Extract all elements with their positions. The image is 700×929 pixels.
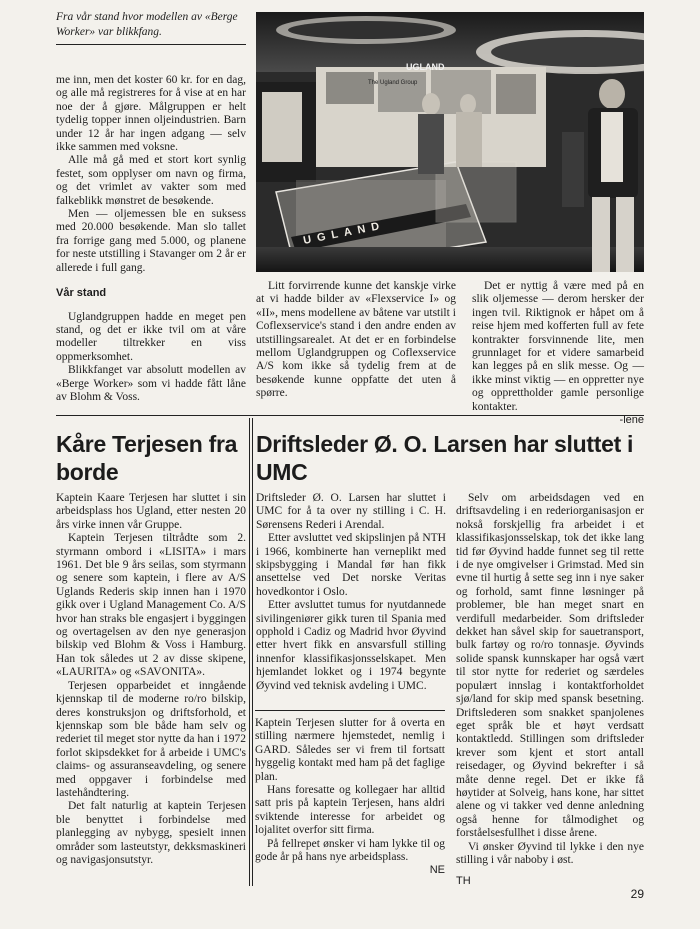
headline-terjesen: Kåre Terjesen fra borde	[56, 431, 238, 485]
article-larsen-column-2	[456, 492, 644, 889]
top-article-column-3	[472, 280, 644, 427]
page-number: 29	[630, 887, 644, 901]
column-divider	[252, 418, 253, 886]
top-article-column-2	[256, 280, 456, 401]
top-article-column-1	[56, 74, 246, 404]
signature: TH	[456, 875, 471, 888]
stand-sign-ugland: UGLAND	[406, 62, 445, 72]
paragraph: Kaptein Terjesen tiltrådte som 2. styrmann ombord i «LISITA» i mars 1961. Det ble 9 års seilas, som styrmann og senere som kaptein, i flere av A/S Uglands Rederis skip innen han i 1970 gikk over i Ugland Management Co. A/S hvor han straks ble engasjert i byggingen og overtagelsen av den nye generasjon bilskip ved Blohm & Voss i Hamburg. Han tok således ut 2 av disse skipene, «LAURITA» og «SAVONITA».	[56, 532, 246, 679]
display-case-label: UGLAND	[302, 219, 387, 247]
paragraph: me inn, men det koster 60 kr. for en dag, og alle må registreres for å vise at en har noe der å gjøre. Målgruppen er helt tydelig topper innen oljeindustrien. Barn under 12 år har ingen adgang — selv ikke sammen med voksne.	[56, 74, 246, 154]
paragraph: Selv om arbeidsdagen ved en driftsavdeling i en rederiorganisasjon er nokså forskjellig fra arbeidet i et klassifikasjonsselskap, tok det ikke lang tid før Øyvind hadde funnet seg til rette i de nye omgivelser i Grimstad. Med sin evne til hurtig å sette seg inn i nye saker og forhold, samt finne løsninger på problemer, ble han meget snart en verdifull medarbeider. Som driftsleder dekket han såvel skip for sauetransport, bulk fartøy og ro/ro tonnasje. Øyvinds solide spansk kunnskaper har også vært til stor nytte for rederiet og særdeles populært innslag i kontaktforholdet sjø/land for skip med spansk besetning. Driftslederen som snakket spanjolenes eget språk ble et høyt verdsatt kontaktledd. Stillingen som driftsleder krever som kjent et stort antall reisedager, og Øyvind bekrefter i så måte denne regel. Det er ikke få høytider at Solveig, hans kone, har sittet alene og vi takker ved denne anledning også henne for tålmodighet og forståelsesfullhet i disse årene.	[456, 492, 644, 840]
column-divider	[249, 418, 250, 886]
paragraph: Uglandgruppen hadde en meget pen stand, og det er ikke tvil om at våre modeller tiltrekker en viss oppmerksomhet.	[56, 310, 246, 363]
stand-sign-group: The Ugland Group	[368, 80, 418, 86]
paragraph: Men — oljemessen ble en suksess med 20.000 besøkende. Man slo tallet fra forrige gang med 5.000, og planene for neste utstilling i Stavanger om 2 år er allerede i full gang.	[56, 208, 246, 274]
paragraph: Kaptein Terjesen slutter for å overta en stilling nærmere hjemstedet, nemlig i GARD. Således ser vi frem til fortsatt hyggelig kontakt med ham på det faglige plan.	[255, 717, 445, 783]
paragraph: Litt forvirrende kunne det kanskje virke at vi hadde bilder av «Flexservice I» og «II», mens modellene av båtene var utstilt i Coflexservice's stand i den andre enden av utstillingsarealet. At det er en forbindelse mellom Uglandgruppen og Coflexservice A/S kom ikke så tydelig frem at de besøkende kunne oppfatte det uten å spørre.	[256, 280, 456, 400]
paragraph: På fellrepet ønsker vi ham lykke til og gode år på hans nye arbeidsplass.	[255, 837, 445, 864]
section-divider	[56, 415, 644, 416]
subheading: Vår stand	[56, 287, 107, 300]
headline-larsen: Driftsleder Ø. O. Larsen har sluttet i UMC	[256, 431, 634, 485]
paragraph: Blikkfanget var absolutt modellen av «Berge Worker» som vi hadde fått låne av Blohm & Voss.	[56, 364, 246, 403]
paragraph: Terjesen opparbeidet et inngående kjennskap til de moderne ro/ro bilskip, deres konstruksjon og driftsforhold, et kjennskap som ble både ham selv og rederiet til meget stor nytte da han i 1972 forlot skipsdekket for å arbeide i UMC's claims- og assuranseavdeling, og senere med oppgaver i forbindelse med lastehåndtering.	[56, 679, 246, 799]
signature: -lene	[619, 414, 644, 427]
paragraph: Vi ønsker Øyvind til lykke i den nye stilling i vår naboby i øst.	[456, 840, 644, 866]
boxed-note	[255, 710, 445, 878]
paragraph: Kaptein Kaare Terjesen har sluttet i sin arbeidsplass hos Ugland, etter nesten 20 års virke innen vår Gruppe.	[56, 492, 246, 531]
paragraph: Etter avsluttet ved skipslinjen på NTH i 1966, kombinerte han verneplikt med skipsbygging i Mandal før han fikk ansettelse ved Det norske Veritas hovedkontor i Oslo.	[256, 532, 446, 598]
paragraph: Det falt naturlig at kaptein Terjesen ble benyttet i forbindelse med planlegging av nybygg, spesielt innen områder som lasteutstyr, dekksmaskineri og navigasjonsutstyr.	[56, 800, 246, 866]
paragraph: Etter avsluttet tumus for nyutdannede sivilingeniører gikk turen til Spania med opphold i Cadiz og Madrid hvor Øyvind etter hvert fikk en ansvarsfull stilling innenfor klassifikasjonsselskapet. Men hjemlandet lokket og i 1974 begynte Øyvind ved teknisk avdeling i UMC.	[256, 599, 446, 692]
paragraph: Alle må gå med et stort kort synlig festet, som opplyser om navn og firma, og det vrimlet av vakter som med falkeblikk mønstret de besøkende.	[56, 154, 246, 207]
article-larsen-column-1	[256, 492, 446, 693]
exhibition-stand-photo	[256, 12, 644, 272]
paragraph: Hans foresatte og kollegaer har alltid satt pris på kaptein Terjesen, hans aldri sviktende interesse for arbeidet og lojalitet overfor sitt firma.	[255, 784, 445, 837]
caption-divider	[56, 44, 246, 45]
paragraph: Driftsleder Ø. O. Larsen har sluttet i UMC for å ta over ny stilling i C. H. Sørensens Rederi i Arendal.	[256, 492, 446, 531]
paragraph: Det er nyttig å være med på en slik oljemesse — derom hersker der ingen tvil. Riktignok er håpet om å reise hjem med kofferten full av fete kontrakter forsvinnende lite, men grunnlaget for et videre samarbeid kan legges på en slik messe. Og — ikke minst viktig — en oppretter nye og opprettholder gamle personlige kontakter.	[472, 280, 644, 413]
photo-caption: Fra vår stand hvor modellen av «Berge Worker» var blikkfang.	[56, 11, 238, 38]
signature: NE	[429, 864, 445, 877]
article-terjesen	[56, 492, 246, 867]
